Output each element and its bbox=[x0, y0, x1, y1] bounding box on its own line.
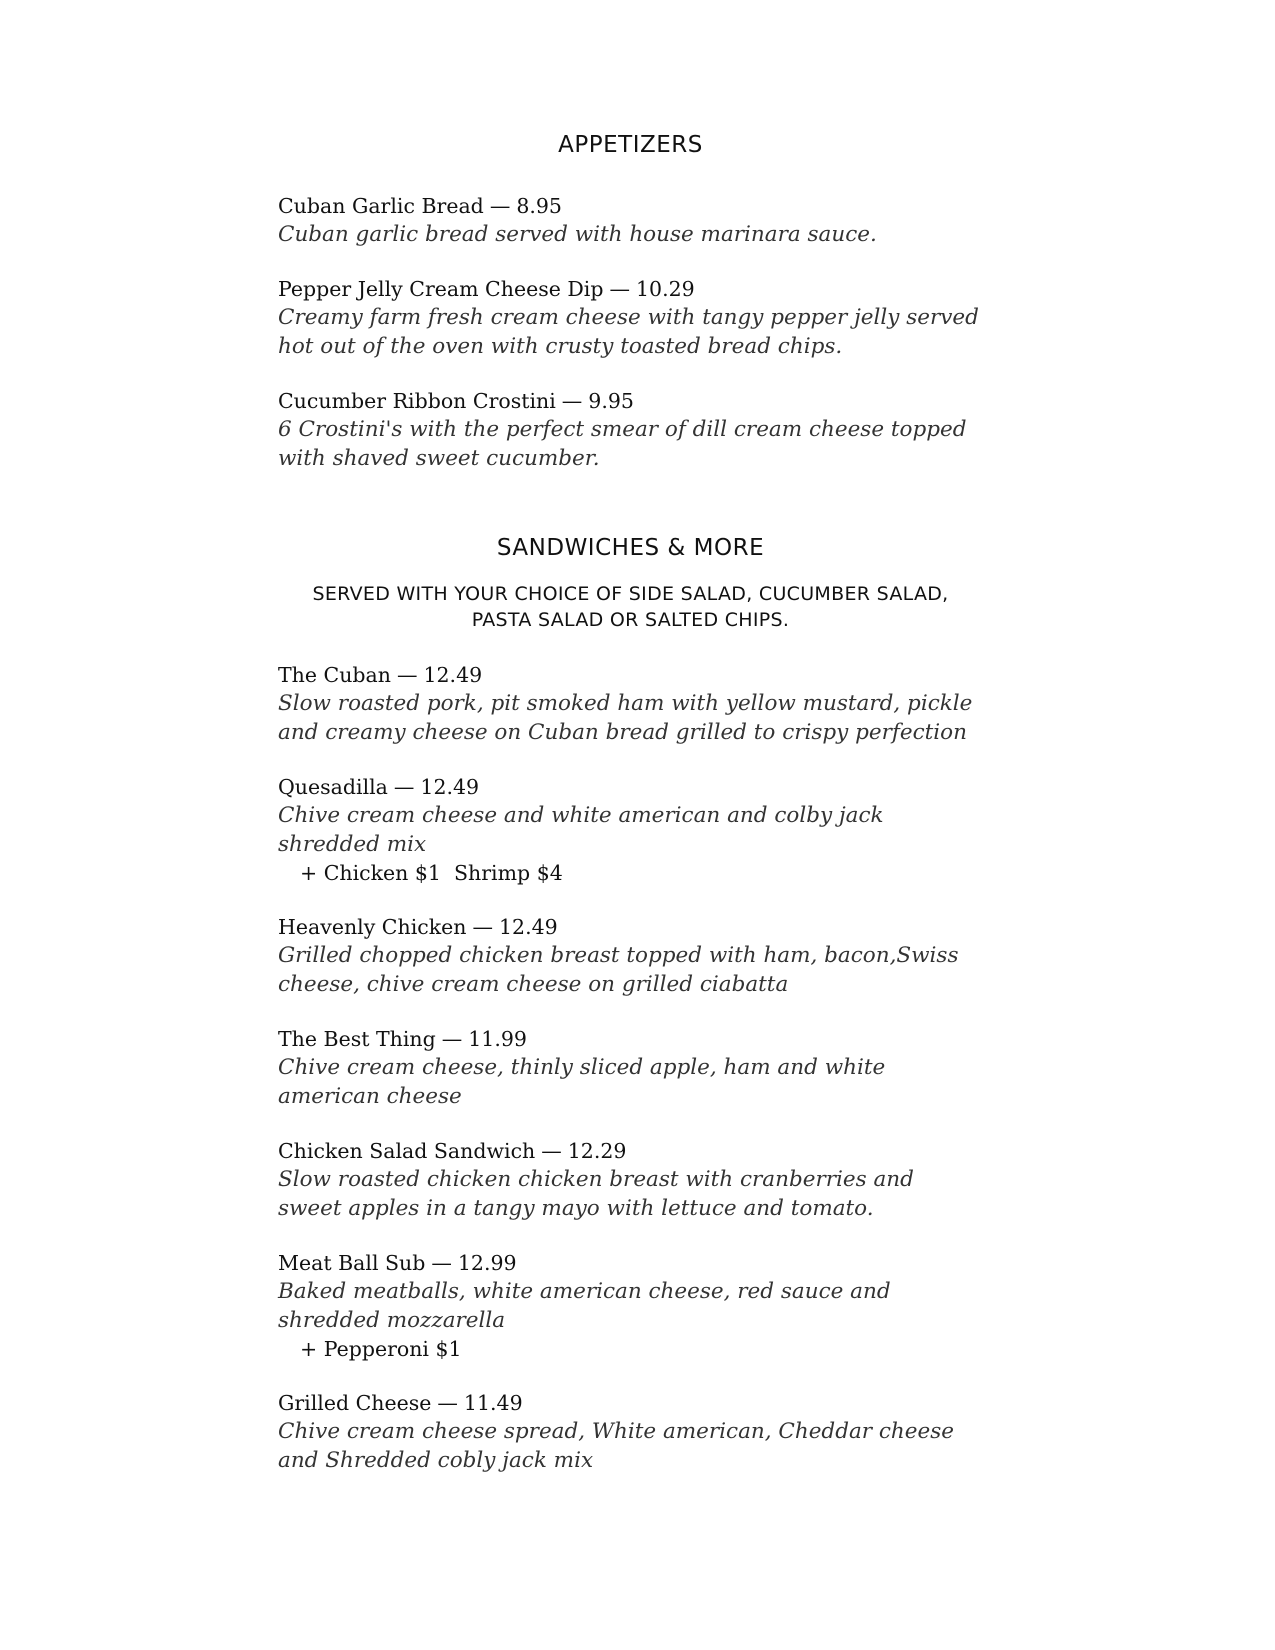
item-description: Baked meatballs, white american cheese, red sauce and shredded mozzarella bbox=[278, 1279, 891, 1333]
menu-item-header bbox=[278, 1249, 983, 1277]
item-name: Cucumber Ribbon Crostini bbox=[278, 389, 556, 413]
menu-item-cuban-garlic-bread bbox=[278, 192, 983, 249]
subtitle-line: SERVED WITH YOUR CHOICE OF SIDE SALAD, CUCUMBER SALAD, bbox=[312, 583, 949, 605]
item-price: 12.49 bbox=[498, 915, 558, 939]
item-price: 12.49 bbox=[420, 775, 480, 799]
item-description: Chive cream cheese, thinly sliced apple, ham and white american cheese bbox=[278, 1055, 886, 1109]
item-add-ons: + Chicken $1 Shrimp $4 bbox=[300, 861, 563, 885]
item-name: The Cuban bbox=[278, 663, 391, 687]
menu-item-grilled-cheese bbox=[278, 1389, 983, 1475]
item-name: Meat Ball Sub bbox=[278, 1251, 426, 1275]
menu-item-pepper-jelly-dip bbox=[278, 275, 983, 361]
menu-item-meat-ball-sub bbox=[278, 1249, 983, 1363]
item-name: Pepper Jelly Cream Cheese Dip bbox=[278, 277, 604, 301]
item-price: 8.95 bbox=[516, 194, 562, 218]
menu-content bbox=[278, 128, 983, 1501]
item-price: 12.99 bbox=[457, 1251, 517, 1275]
item-name: Cuban Garlic Bread bbox=[278, 194, 484, 218]
item-name: Heavenly Chicken bbox=[278, 915, 467, 939]
menu-item-chicken-salad-sandwich bbox=[278, 1137, 983, 1223]
menu-item-cucumber-crostini bbox=[278, 387, 983, 473]
item-price: 11.49 bbox=[463, 1391, 523, 1415]
price-separator: — bbox=[489, 194, 511, 218]
item-description: Chive cream cheese spread, White american, Cheddar cheese and Shredded cobly jack mix bbox=[278, 1419, 954, 1473]
item-add-ons: + Pepperoni $1 bbox=[300, 1337, 462, 1361]
item-description: Slow roasted chicken chicken breast with cranberries and sweet apples in a tangy mayo with lettuce and tomato. bbox=[278, 1167, 914, 1221]
item-name: Chicken Salad Sandwich bbox=[278, 1139, 536, 1163]
menu-item-header bbox=[278, 661, 983, 689]
price-separator: — bbox=[431, 1251, 452, 1275]
price-separator: — bbox=[561, 389, 583, 413]
item-description: Chive cream cheese and white american and colby jack shredded mix bbox=[278, 803, 884, 857]
menu-item-header bbox=[278, 387, 983, 415]
menu-item-header bbox=[278, 773, 983, 801]
menu-item-header bbox=[278, 1389, 983, 1417]
price-separator: — bbox=[472, 915, 493, 939]
menu-item-header bbox=[278, 913, 983, 941]
item-price: 12.49 bbox=[423, 663, 483, 687]
menu-item-the-cuban bbox=[278, 661, 983, 747]
item-price: 9.95 bbox=[588, 389, 634, 413]
price-separator: — bbox=[441, 1027, 463, 1051]
item-description: Creamy farm fresh cream cheese with tangy pepper jelly served hot out of the oven with crusty toasted bread chips. bbox=[278, 305, 979, 359]
item-description: Slow roasted pork, pit smoked ham with yellow mustard, pickle and creamy cheese on Cuban bread grilled to crispy perfection bbox=[278, 691, 973, 745]
price-separator: — bbox=[609, 277, 630, 301]
sandwiches-heading: SANDWICHES & MORE bbox=[496, 535, 765, 561]
item-name: Quesadilla bbox=[278, 775, 388, 799]
menu-item-header bbox=[278, 275, 983, 303]
menu-item-header bbox=[278, 1137, 983, 1165]
appetizers-heading: APPETIZERS bbox=[558, 132, 703, 158]
price-separator: — bbox=[396, 663, 418, 687]
price-separator: — bbox=[541, 1139, 562, 1163]
subtitle-line: PASTA SALAD OR SALTED CHIPS. bbox=[471, 609, 790, 631]
section-gap bbox=[278, 499, 983, 531]
menu-item-header bbox=[278, 1025, 983, 1053]
item-description: Grilled chopped chicken breast topped with ham, bacon,Swiss cheese, chive cream cheese on grilled ciabatta bbox=[278, 943, 959, 997]
item-name: The Best Thing bbox=[278, 1027, 436, 1051]
menu-item-the-best-thing bbox=[278, 1025, 983, 1111]
item-name: Grilled Cheese bbox=[278, 1391, 432, 1415]
item-price: 11.99 bbox=[468, 1027, 527, 1051]
item-description: Cuban garlic bread served with house marinara sauce. bbox=[278, 222, 877, 247]
item-description: 6 Crostini's with the perfect smear of dill cream cheese topped with shaved sweet cucumber. bbox=[278, 417, 967, 471]
item-price: 12.29 bbox=[567, 1139, 627, 1163]
item-price: 10.29 bbox=[636, 277, 695, 301]
menu-item-heavenly-chicken bbox=[278, 913, 983, 999]
menu-item-quesadilla bbox=[278, 773, 983, 887]
sandwiches-subtitle bbox=[278, 581, 983, 633]
price-separator: — bbox=[393, 775, 415, 799]
menu-item-header bbox=[278, 192, 983, 220]
price-separator: — bbox=[437, 1391, 458, 1415]
